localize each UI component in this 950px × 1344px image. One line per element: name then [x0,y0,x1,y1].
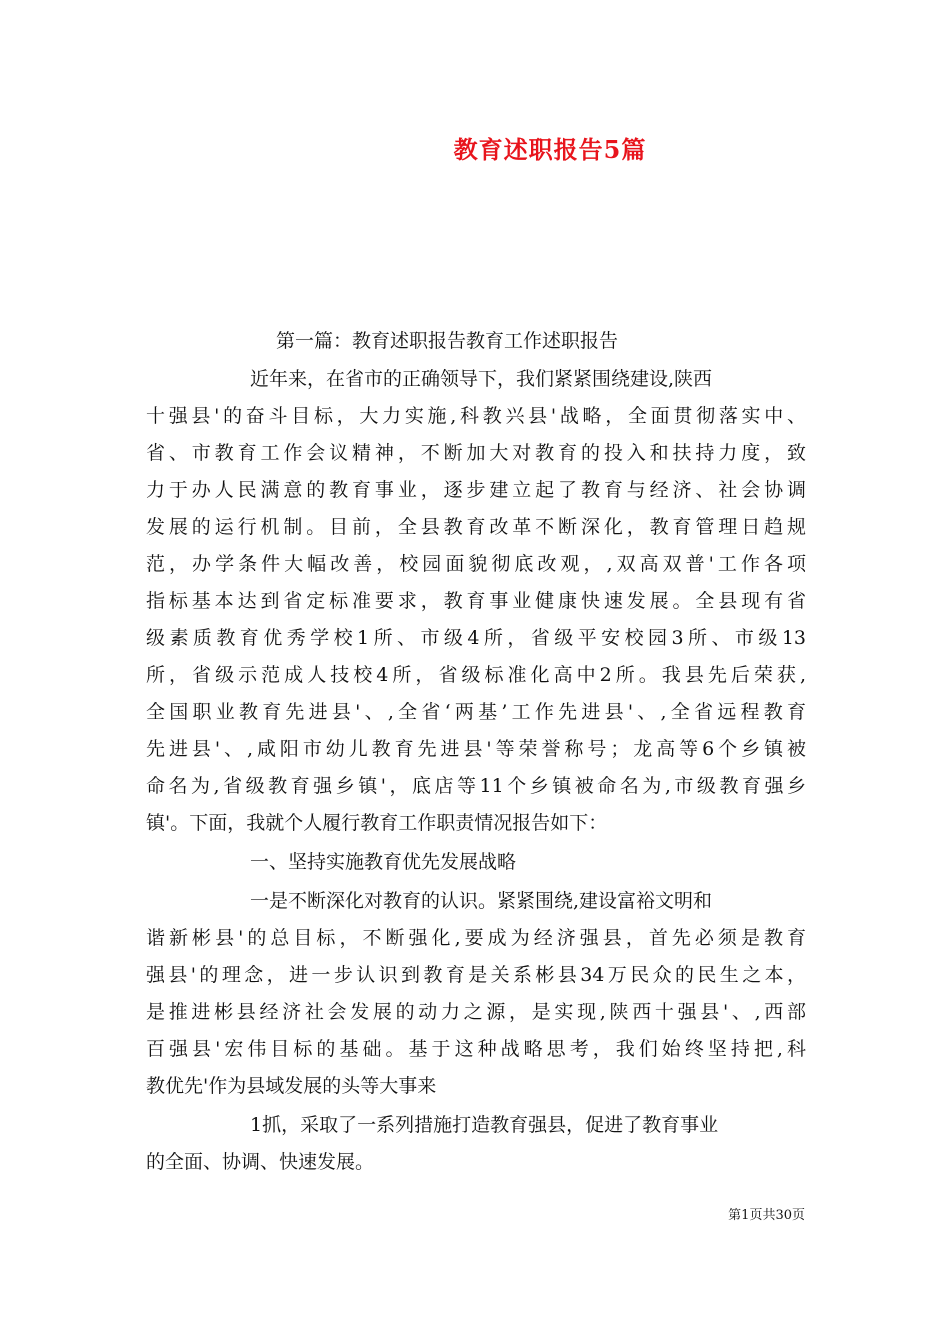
paragraph-line: 范，办学条件大幅改善，校园面貌彻底改观，,双高双普'工作各项 [146,553,806,575]
paragraph-line: 发展的运行机制。目前，全县教育改革不断深化，教育管理日趋规 [146,516,806,538]
paragraph-line: 1抓，采取了一系列措施打造教育强县，促进了教育事业 [250,1114,719,1136]
section-heading: 第一篇：教育述职报告教育工作述职报告 [276,330,619,352]
paragraph-line: 谐新彬县'的总目标，不断强化,要成为经济强县，首先必须是教育 [146,927,806,949]
page-title: 教育述职报告5篇 [453,135,647,164]
paragraph-line: 强县'的理念，进一步认识到教育是关系彬县34万民众的民生之本， [146,964,806,986]
paragraph-line: 教优先'作为县域发展的头等大事来 [146,1075,437,1097]
paragraph-line: 命名为,省级教育强乡镇'，底店等11个乡镇被命名为,市级教育强乡 [146,775,806,797]
paragraph-line: 是推进彬县经济社会发展的动力之源，是实现,陕西十强县'、,西部 [146,1001,806,1023]
page-number: 第1页共30页 [728,1208,805,1223]
paragraph-line: 省、市教育工作会议精神，不断加大对教育的投入和扶持力度，致 [146,442,806,464]
paragraph-line: 先进县'、,咸阳市幼儿教育先进县'等荣誉称号；龙高等6个乡镇被 [146,738,806,760]
paragraph-line: 的全面、协调、快速发展。 [146,1151,375,1173]
paragraph-line: 十强县'的奋斗目标，大力实施,科教兴县'战略，全面贯彻落实中、 [146,405,806,427]
paragraph-line: 百强县'宏伟目标的基础。基于这种战略思考，我们始终坚持把,科 [146,1038,806,1060]
paragraph-line: 指标基本达到省定标准要求，教育事业健康快速发展。全县现有省 [146,590,806,612]
paragraph-line: 一是不断深化对教育的认识。紧紧围绕,建设富裕文明和 [250,890,713,912]
paragraph-line: 全国职业教育先进县'、,全省‘两基’工作先进县'、,全省远程教育 [146,701,806,723]
subheading: 一、坚持实施教育优先发展战略 [250,851,517,873]
paragraph-line: 所，省级示范成人技校4所，省级标准化高中2所。我县先后荣获, [146,664,806,686]
paragraph-line: 级素质教育优秀学校1所、市级4所，省级平安校园3所、市级13 [146,627,806,649]
paragraph-line: 镇'。下面，我就个人履行教育工作职责情况报告如下： [146,812,608,834]
paragraph-line: 力于办人民满意的教育事业，逐步建立起了教育与经济、社会协调 [146,479,806,501]
paragraph-line: 近年来，在省市的正确领导下，我们紧紧围绕建设,陕西 [250,368,713,390]
